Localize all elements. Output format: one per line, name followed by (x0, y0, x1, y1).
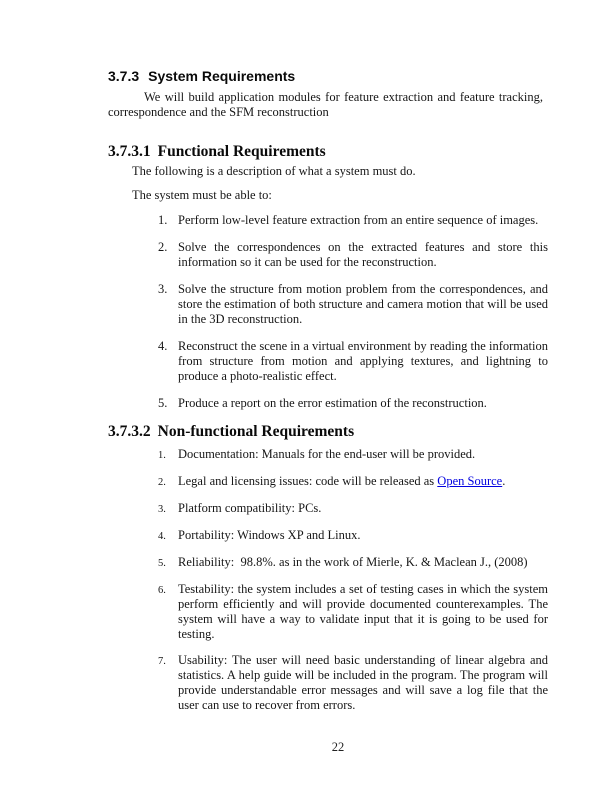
item-text: Platform compatibility: PCs. (178, 501, 322, 515)
section-number: 3.7.3.2 (108, 423, 151, 440)
item-number: 3. (158, 282, 168, 296)
item-number: 7. (158, 656, 166, 667)
item-number: 5. (158, 396, 168, 410)
item-text: Testability: the system includes a set of testing cases in which the system perform efficiently and will provide documented counterexamples. The system will have a way to validate input that it is going to be used for testing. (178, 582, 548, 641)
item-text: Portability: Windows XP and Linux. (178, 528, 361, 542)
list-item (108, 282, 548, 327)
item-number: 2. (158, 240, 168, 254)
list-item (108, 528, 548, 544)
section-title: Functional Requirements (157, 143, 326, 160)
heading-nonfunctional-requirements (108, 423, 548, 440)
item-number: 4. (158, 339, 168, 353)
item-text: Solve the correspondences on the extracted features and store this information so it can be used for the reconstruction. (178, 240, 548, 269)
item-number: 1. (158, 213, 168, 227)
item-text-before-link: Legal and licensing issues: code will be released as (178, 474, 438, 488)
intro-paragraph: We will build application modules for feature extraction and feature tracking, correspondence and the SFM reconstruction (108, 90, 543, 119)
item-text: Produce a report on the error estimation of the reconstruction. (178, 396, 487, 410)
item-number: 1. (158, 450, 166, 461)
list-item (108, 653, 548, 713)
section-title: Non-functional Requirements (157, 423, 355, 440)
list-item (108, 339, 548, 384)
functional-description: The following is a description of what a system must do. (132, 164, 416, 178)
list-item (108, 447, 548, 463)
page-content (108, 68, 548, 713)
heading-system-requirements (108, 68, 548, 84)
functional-requirements-list (108, 213, 548, 411)
nonfunctional-requirements-list (108, 447, 548, 713)
item-number: 6. (158, 585, 166, 596)
list-item (108, 501, 548, 517)
list-item (108, 555, 548, 571)
section-number: 3.7.3 (108, 68, 140, 84)
item-text: Solve the structure from motion problem from the correspondences, and store the estimation of both structure and camera motion that will be used in the 3D reconstruction. (178, 282, 548, 326)
list-item (108, 213, 548, 228)
list-item (108, 396, 548, 411)
item-text (178, 474, 548, 489)
functional-lead-in: The system must be able to: (132, 188, 272, 202)
item-number: 2. (158, 477, 166, 488)
item-number: 3. (158, 504, 166, 515)
item-text: Reliability: 98.8%. as in the work of Mierle, K. & Maclean J., (2008) (178, 555, 528, 569)
open-source-link[interactable]: Open Source (437, 474, 503, 488)
item-text: Perform low-level feature extraction from an entire sequence of images. (178, 213, 539, 227)
section-title: System Requirements (148, 68, 296, 84)
heading-functional-requirements (108, 143, 548, 160)
item-text-after-link: . (502, 474, 506, 488)
list-item (108, 582, 548, 642)
section-number: 3.7.3.1 (108, 143, 151, 160)
list-item (108, 474, 548, 490)
item-number: 5. (158, 558, 166, 569)
item-number: 4. (158, 531, 166, 542)
list-item (108, 240, 548, 270)
item-text: Documentation: Manuals for the end-user will be provided. (178, 447, 476, 461)
page-number: 22 (331, 740, 345, 754)
item-text: Usability: The user will need basic understanding of linear algebra and statistics. A help guide will be included in the program. The program will provide understandable error messages and will save a log file that the user can use to recover from errors. (178, 653, 548, 712)
item-text: Reconstruct the scene in a virtual environment by reading the information from structure from motion and applying textures, and lightning to produce a photo-realistic effect. (178, 339, 548, 383)
